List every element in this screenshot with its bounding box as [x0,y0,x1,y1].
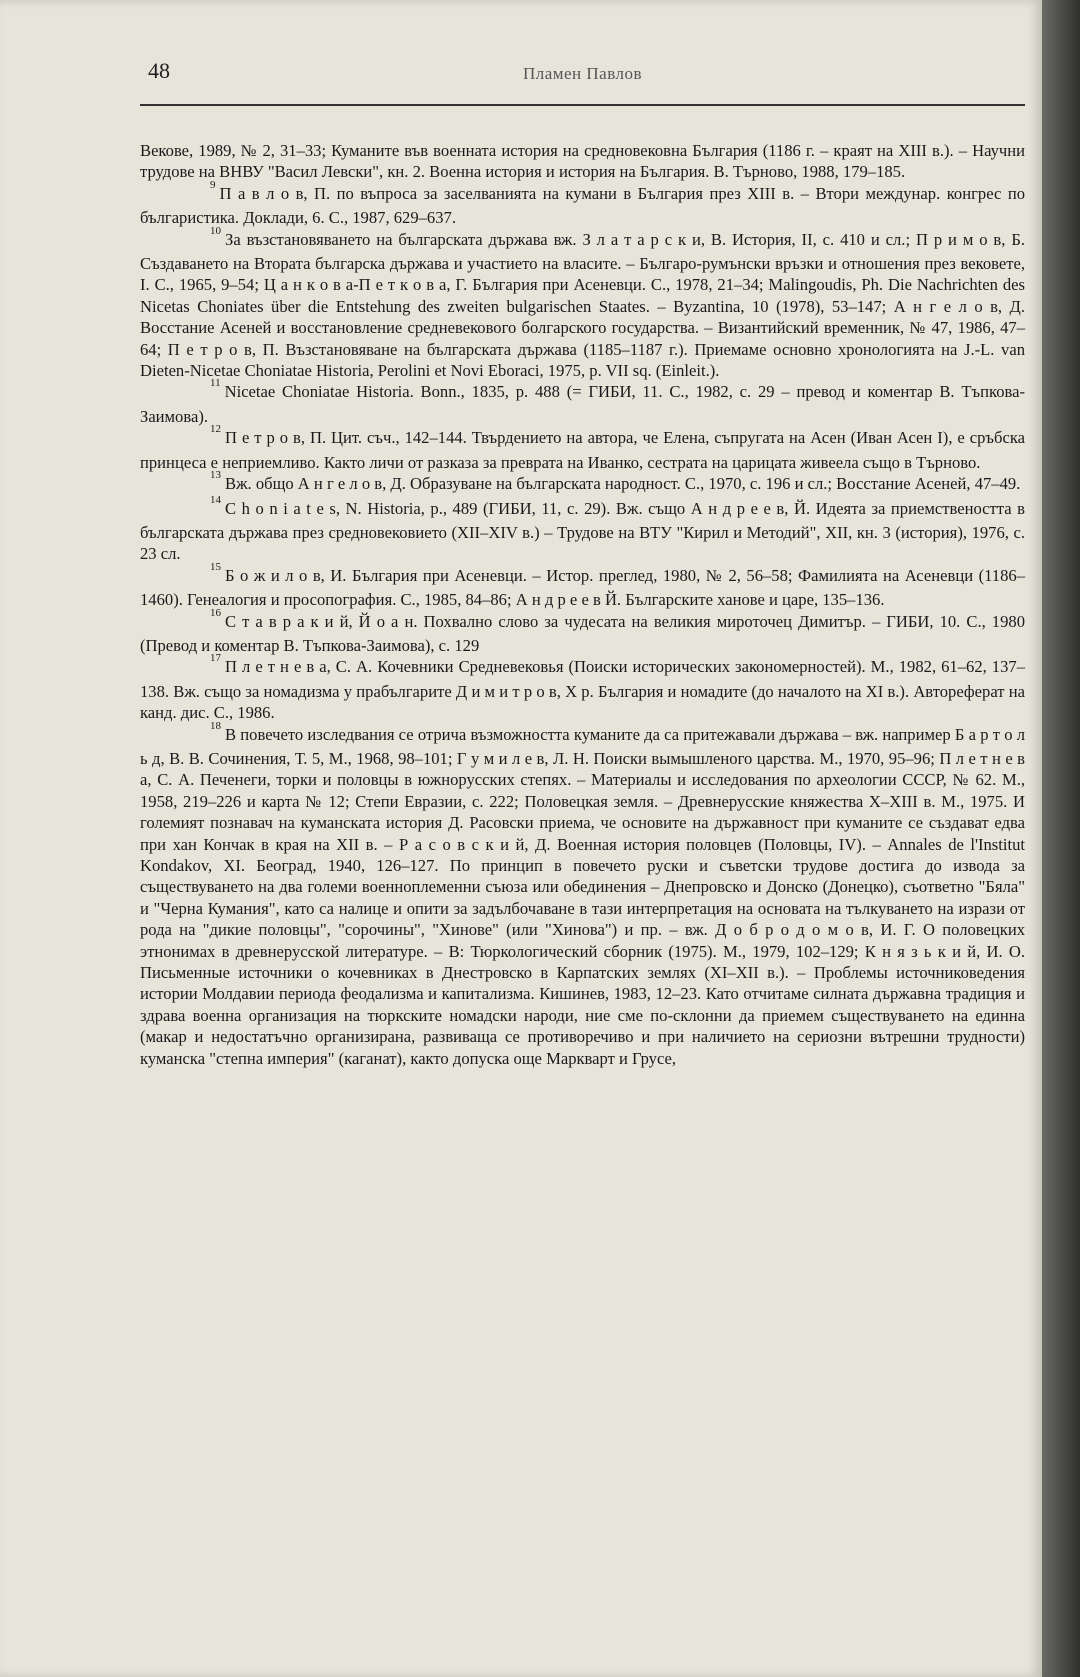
footnote-17 [140,652,1025,723]
footnote-text: За възстановяването на българската държава вж. З л а т а р с к и, В. История, II, с. 410 и сл.; П р и м о в, Б. Създаването на Втората българска държава и участието на власите. – Българо-румънски връзки и отношения през вековете, I. С., 1965, 9–54; Ц а н к о в а-П е т к о в а, Г. България при Асеневци. С., 1978, 21–34; Malingoudis, Ph. Die Nachrichten des Nicetas Choniates über die Entstehung des zweiten bulgarischen Staates. – Byzantina, 10 (1978), 53–147; А н г е л о в, Д. Восстание Асеней и восстановление средневекового болгарского государства. – Византийский временник, № 47, 1986, 47–64; П е т р о в, П. Възстановяване на българската държава (1185–1187 г.). Приемаме основно хронологията на J.-L. van Dieten-Nicetae Choniatae Historia, Perolini et Novi Eboraci, 1975, p. VII sq. (Einleit.). [140,229,1025,381]
footnote-number: 17 [210,652,221,665]
footnote-number: 13 [210,469,221,482]
page-header [140,54,1025,106]
footnote-15 [140,560,1025,611]
footnote-text: C h o n i a t e s, N. Historia, p., 489 (ГИБИ, 11, с. 29). Вж. също А н д р е е в, Й. Идеята за приемствеността в българската държава през средновековието (XII–XIV в.) – Трудове на ВТУ "Кирил и Методий", XII, кн. 3 (история), 1976, с. 23 сл. [140,498,1025,564]
footnote-18 [140,719,1025,1070]
page-number: 48 [148,58,170,83]
footnote-10 [140,224,1025,382]
footnote-number: 12 [210,423,221,436]
footnote-13 [140,469,1025,497]
footnote-number: 15 [210,560,221,573]
footnote-16 [140,606,1025,657]
footnote-number: 10 [210,224,221,237]
footnote-number: 11 [210,377,221,390]
footnote-text: Б о ж и л о в, И. България при Асеневци. – Истор. преглед, 1980, № 2, 56–58; Фамилията на Асеневци (1186–1460). Генеалогия и просопография. С., 1985, 84–86; А н д р е е в Й. Българските ханове и царе, 135–136. [140,565,1025,610]
footnote-text: С т а в р а к и й, Й о а н. Похвално слово за чудесата на великия мироточец Димитър. – ГИБИ, 10. С., 1980 (Превод и коментар В. Тъпкова-Заимова), с. 129 [140,611,1025,655]
footnote-number: 16 [210,606,221,619]
footnote-text: П а в л о в, П. по въпроса за заселванията на кумани в България през XIII в. – Втори междунар. конгрес по българистика. Доклади, 6. С., 1987, 629–637. [140,183,1025,228]
footnote-number: 18 [210,719,221,732]
footnote-14 [140,493,1025,565]
footnote-9 [140,178,1025,229]
running-title: Пламен Павлов [522,64,643,83]
footnote-number: 9 [210,178,216,191]
footnote-11 [140,377,1025,427]
footnote-continued [140,140,1025,183]
footnotes [140,140,1025,1069]
footnote-text: П л е т н е в а, С. А. Кочевники Средневековья (Поиски исторических закономерностей). М., 1982, 61–62, 137–138. Вж. също за номадизма у прабългарите Д и м и т р о в, Х р. България и номадите (до началото на XI в.). Автореферат на канд. дис. С., 1986. [140,657,1025,723]
footnote-text: Вж. общо А н г е л о в, Д. Образуване на българската народност. С., 1970, с. 196 и сл.; Восстание Асеней, 47–49. [225,474,1021,494]
footnote-number: 14 [210,493,221,506]
footnote-12 [140,423,1025,473]
footnote-text: В повечето изследвания се отрича възможността куманите да са притежавали държава – вж. например Б а р т о л ь д, В. В. Сочинения, Т. 5, М., 1968, 98–101; Г у м и л е в, Л. Н. Поиски вымышленого царства. М., 1970, 95–96; П л е т н е в а, С. А. Печенеги, торки и половцы в южнорусских степях. – Материалы и исследования по археологии СССР, № 62. М., 1958, 219–226 и карта № 12; Степи Евразии, с. 222; Половецкая земля. – Древнерусские княжества X–XIII в. М., 1975. И големият познавач на куманската история Д. Расовски приема, че основите на държавност при куманите се създават едва при хан Кончак в края на XII в. – Р а с о в с к и й, Д. Военная история половцев (Половцы, IV). – Annales de l'Institut Kondakov, XI. Београд, 1940, 126–127. По принцип в повечето руски и съветски трудове достига до извода за съществуването на два големи военноплеменни съюза или обединения – Днепровско и Донско (Донецко), съответно "Бяла" и "Черна Кумания", като са налице и опити за задълбочаване в тази интерпретация на основата на тълкуването на изрази от рода на "дикие половцы", "сорочины", "Хинове" (или "Хинова") и пр. – вж. Д о б р о д о м о в, И. Г. О половецких этнонимах в древнерусской литературе. – В: Тюркологический сборник (1975). М., 1979, 102–129; К н я з ь к и й, И. О. Письменные источники о кочевниках в Днестровско в Карпатских землях (XI–XII в.). – Проблемы источниковедения истории Молдавии периода феодализма и капитализма. Кишинев, 1983, 12–23. Като отчитаме силната държавна традиция и здрава военна организация на тюркските номадски народи, ние сме по-склонни да приемем съществуването на единна (макар и недостатъчно организирана, развиваща се противоречиво и при наличието на сериозни вътрешни трудности) куманска "степна империя" (каганат), както допуска още Маркварт и Грусе, [140,724,1025,1068]
footnote-text: Nicetae Choniatae Historia. Bonn., 1835, p. 488 (= ГИБИ, 11. С., 1982, с. 29 – превод и коментар В. Тъпкова-Заимова). [140,382,1025,426]
footnote-text: Векове, 1989, № 2, 31–33; Куманите във военната история на средновековна България (1186 г. – краят на XIII в.). – Научни трудове на ВНВУ "Васил Левски", кн. 2. Военна история и история на България. В. Търново, 1988, 179–185. [140,141,1025,182]
scan-edge [1042,0,1080,1677]
footnote-text: П е т р о в, П. Цит. съч., 142–144. Твърдението на автора, че Елена, съпругата на Асен (Иван Асен I), е сръбска принцеса е неприемливо. Както личи от разказа за превратa на Иванко, сестрата на царицата живеела също в Търново. [140,428,1025,472]
